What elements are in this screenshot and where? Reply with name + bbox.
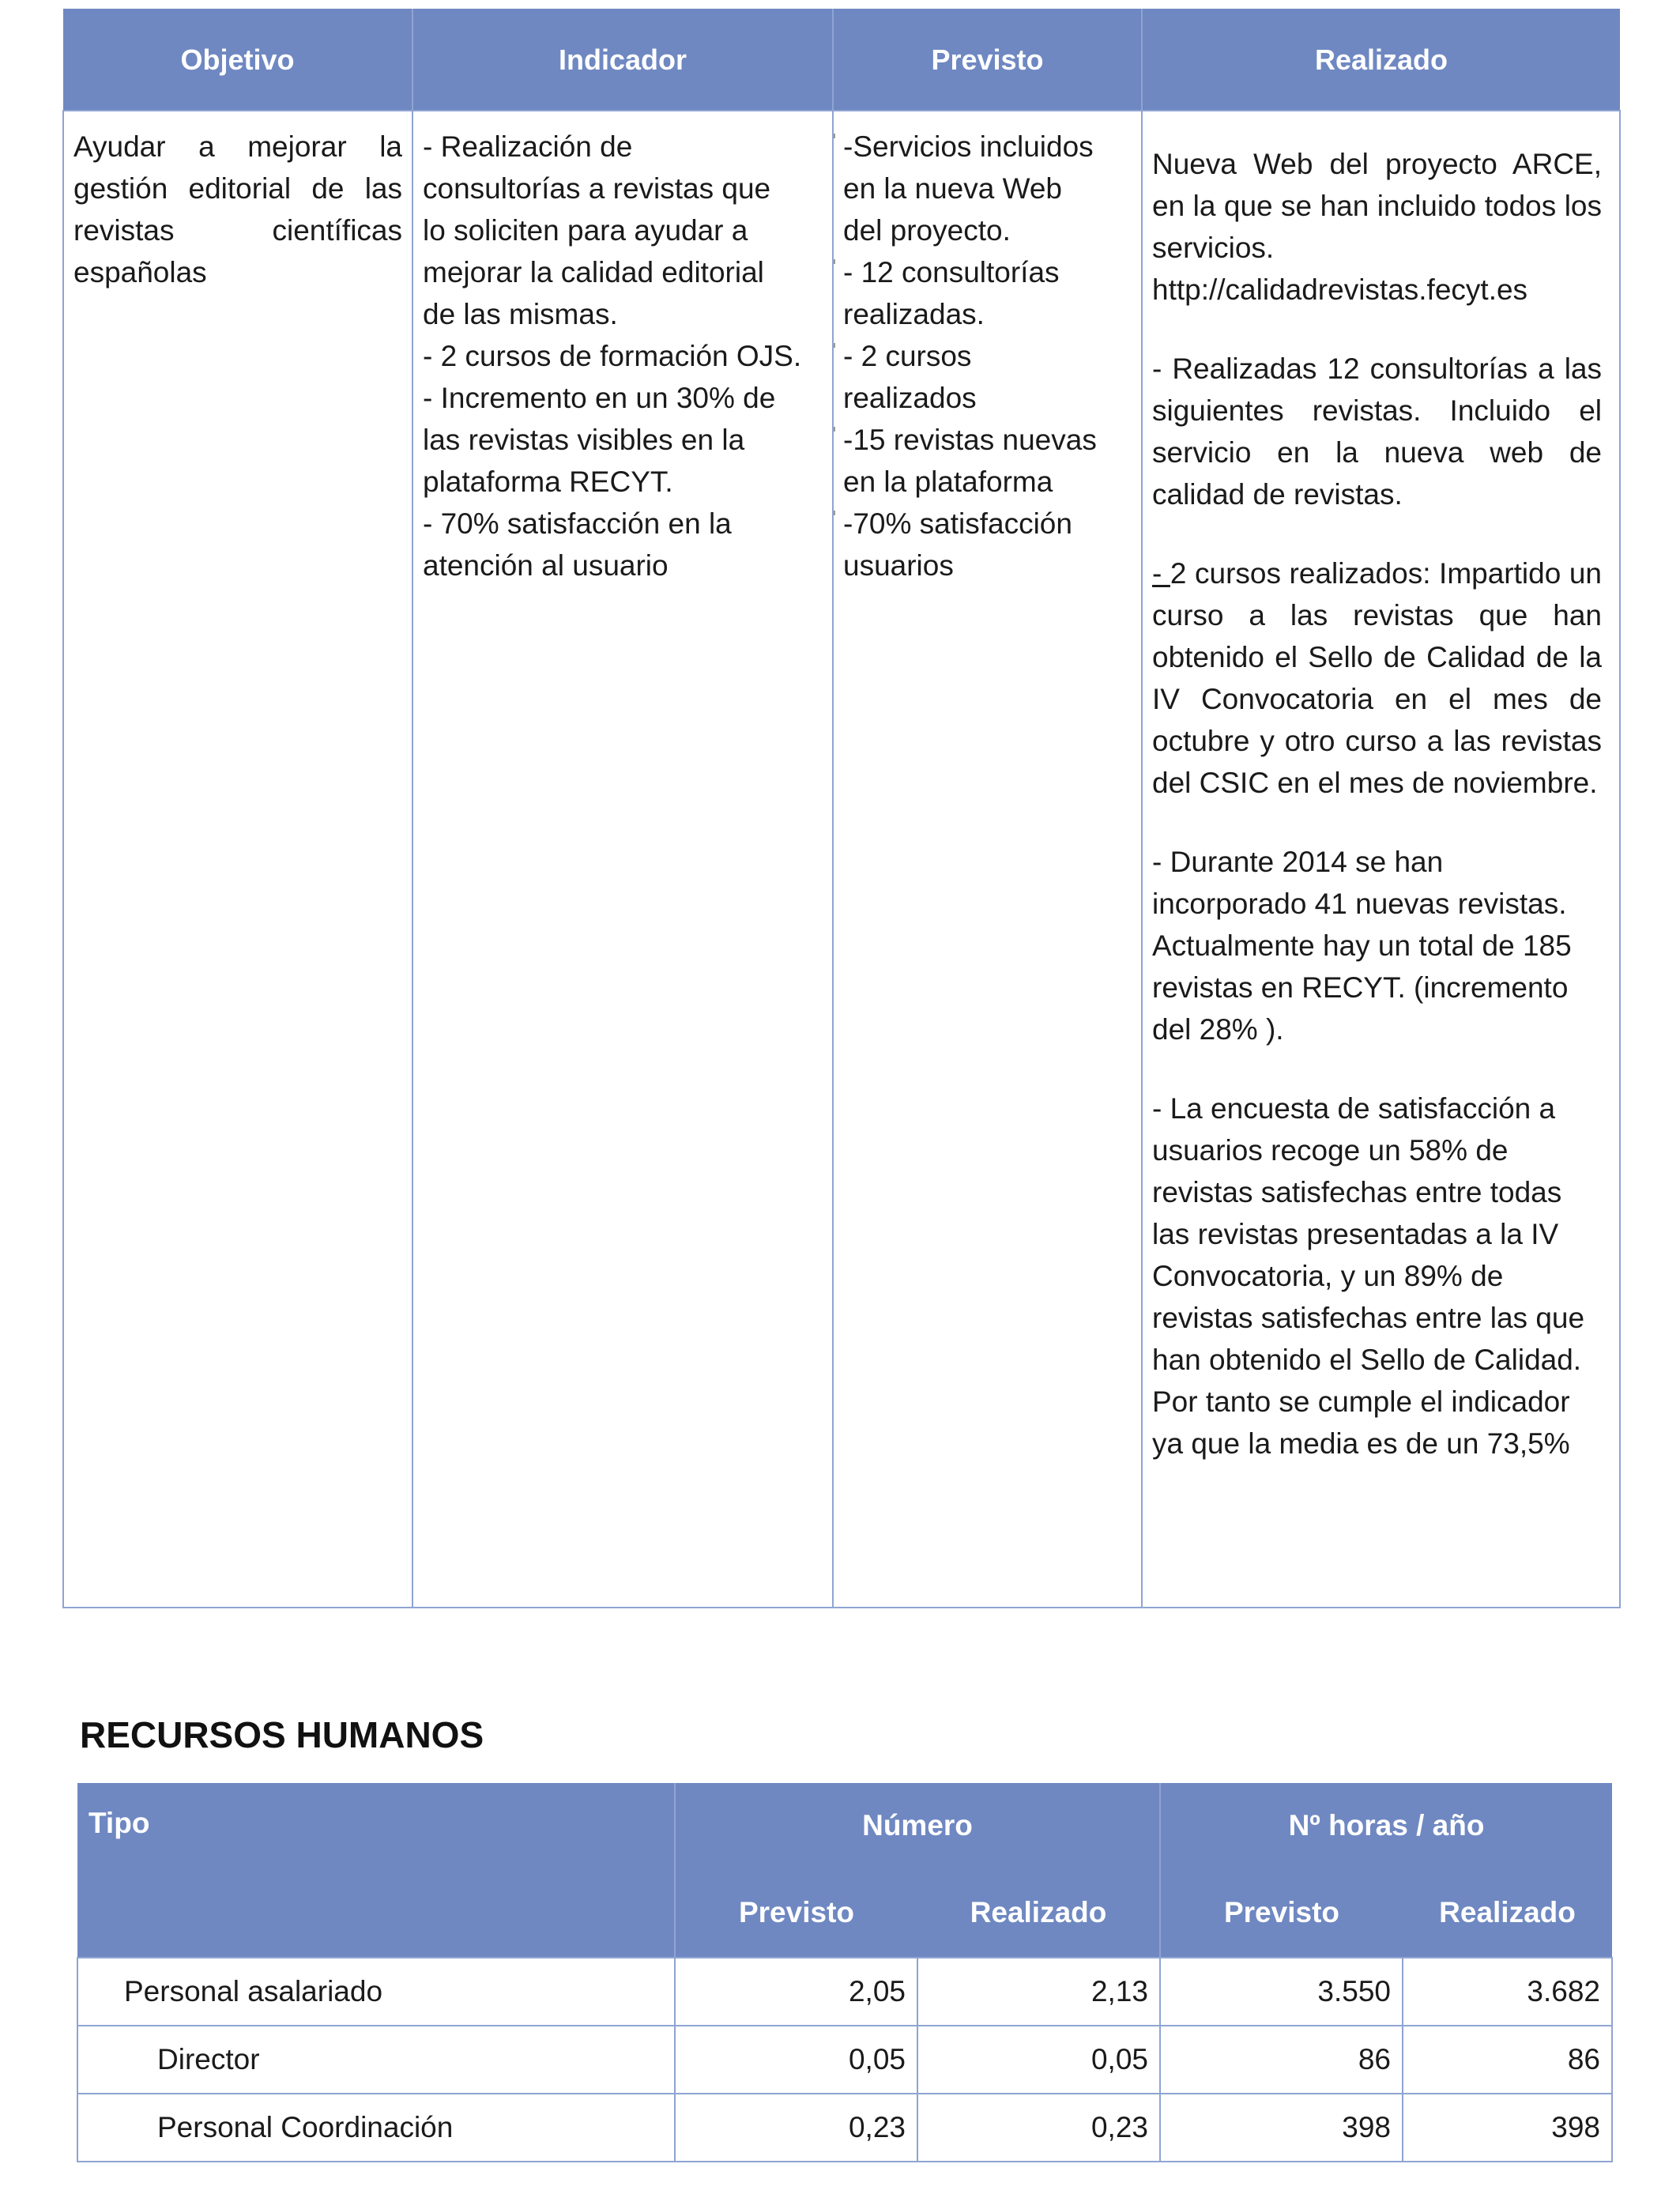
realizado-paragraph: - La encuesta de satisfacción a usuarios recoge un 58% de revistas satisfechas entre todas las revistas presentadas a la IV Convocatoria, y un 89% de revistas satisfechas entre las que han obtenido el Sello de Calidad. Por tanto se cumple el indicador ya que la media es de un 73,5%	[1152, 1092, 1585, 1460]
previsto-text: -15 revistas nuevas	[843, 424, 1097, 456]
objetivo-line: gestión editorial de las	[73, 172, 402, 205]
realizado-paragraph-prefix: -	[1152, 557, 1170, 590]
recursos-humanos-table	[77, 1783, 1613, 2162]
objetivo-line: Ayudar a mejorar la	[73, 130, 402, 163]
indicador-line: de las mismas.	[423, 298, 618, 330]
table-row	[77, 1958, 1612, 2026]
previsto-text: usuarios	[843, 549, 954, 582]
previsto-line	[843, 461, 1132, 503]
previsto-line	[843, 293, 1132, 335]
indicador-line: plataforma RECYT.	[423, 466, 673, 498]
objetivos-body-row	[63, 111, 1620, 1608]
previsto-line	[843, 377, 1132, 419]
row-horas-previsto: 86	[1160, 2026, 1403, 2094]
header-previsto: Previsto	[833, 9, 1142, 111]
previsto-line	[843, 335, 1132, 377]
realizado-paragraph: - Durante 2014 se han incorporado 41 nuevas revistas. Actualmente hay un total de 185 revistas en RECYT. (incremento del 28% ).	[1152, 846, 1572, 1046]
indicador-line: las revistas visibles en la	[423, 424, 745, 456]
objetivo-cell	[63, 111, 412, 1608]
header-objetivo: Objetivo	[63, 9, 412, 111]
subheader-horas-previsto: Previsto	[1160, 1868, 1403, 1958]
row-tipo: Personal Coordinación	[77, 2094, 675, 2162]
previsto-text: - 2 cursos	[843, 340, 972, 372]
previsto-line	[843, 419, 1132, 461]
realizado-paragraph-text: 2 cursos realizados: Impartido un curso a las revistas que han obtenido el Sello de Calidad de la IV Convocatoria en el mes de octubre y otro curso a las revistas del CSIC en el mes de noviembre.	[1152, 557, 1602, 799]
previsto-line	[843, 503, 1132, 545]
previsto-text: en la nueva Web	[843, 172, 1063, 205]
previsto-text: -70% satisfacción	[843, 507, 1072, 540]
header-horas: Nº horas / año	[1160, 1783, 1612, 1868]
row-num-realizado: 0,23	[917, 2094, 1160, 2162]
row-num-previsto: 0,23	[675, 2094, 917, 2162]
header-realizado: Realizado	[1142, 9, 1620, 111]
row-num-realizado: 0,05	[917, 2026, 1160, 2094]
row-num-realizado: 2,13	[917, 1958, 1160, 2026]
indicador-line: atención al usuario	[423, 549, 669, 582]
realizado-paragraph: Nueva Web del proyecto ARCE, en la que se han incluido todos los servicios. http://calidadrevistas.fecyt.es	[1152, 148, 1602, 306]
indicador-line: - Incremento en un 30% de	[423, 382, 776, 414]
indicador-line: lo soliciten para ayudar a	[423, 214, 748, 247]
previsto-text: -Servicios incluidos	[843, 130, 1094, 163]
previsto-text: - 12 consultorías	[843, 256, 1060, 288]
subheader-numero-realizado: Realizado	[917, 1868, 1160, 1958]
previsto-line	[843, 545, 1132, 586]
header-numero: Número	[675, 1783, 1160, 1868]
subheader-horas-realizado: Realizado	[1403, 1868, 1612, 1958]
previsto-text: del proyecto.	[843, 214, 1011, 247]
row-num-previsto: 2,05	[675, 1958, 917, 2026]
row-tipo: Personal asalariado	[77, 1958, 675, 2026]
objetivos-header-row	[63, 9, 1620, 111]
row-tipo: Director	[77, 2026, 675, 2094]
previsto-line	[843, 168, 1132, 209]
rh-header-row	[77, 1783, 1612, 1868]
row-horas-realizado: 398	[1403, 2094, 1612, 2162]
objetivos-table	[62, 9, 1621, 1608]
objetivo-line: revistas científicas	[73, 214, 402, 247]
previsto-line	[843, 126, 1132, 168]
objetivo-line: españolas	[73, 256, 207, 288]
table-row	[77, 2026, 1612, 2094]
realizado-paragraph: - Realizadas 12 consultorías a las siguientes revistas. Incluido el servicio en la nueva web de calidad de revistas.	[1152, 352, 1602, 511]
previsto-text: realizadas.	[843, 298, 985, 330]
previsto-line	[843, 251, 1132, 293]
row-num-previsto: 0,05	[675, 2026, 917, 2094]
realizado-paragraph	[1152, 552, 1602, 804]
indicador-line: - Realización de	[423, 130, 633, 163]
row-horas-realizado: 3.682	[1403, 1958, 1612, 2026]
row-horas-previsto: 398	[1160, 2094, 1403, 2162]
indicador-line: consultorías a revistas que	[423, 172, 771, 205]
previsto-cell	[833, 111, 1142, 1608]
row-horas-realizado: 86	[1403, 2026, 1612, 2094]
previsto-line	[843, 209, 1132, 251]
header-indicador: Indicador	[412, 9, 833, 111]
indicador-line: - 70% satisfacción en la	[423, 507, 732, 540]
indicador-cell	[412, 111, 833, 1608]
previsto-text: en la plataforma	[843, 466, 1053, 498]
previsto-text: realizados	[843, 382, 977, 414]
row-horas-previsto: 3.550	[1160, 1958, 1403, 2026]
indicador-line: - 2 cursos de formación OJS.	[423, 340, 802, 372]
header-tipo: Tipo	[77, 1783, 675, 1958]
indicador-line: mejorar la calidad editorial	[423, 256, 764, 288]
table-row	[77, 2094, 1612, 2162]
subheader-numero-previsto: Previsto	[675, 1868, 917, 1958]
realizado-cell	[1142, 111, 1620, 1608]
section-title-recursos-humanos: RECURSOS HUMANOS	[80, 1714, 484, 1755]
